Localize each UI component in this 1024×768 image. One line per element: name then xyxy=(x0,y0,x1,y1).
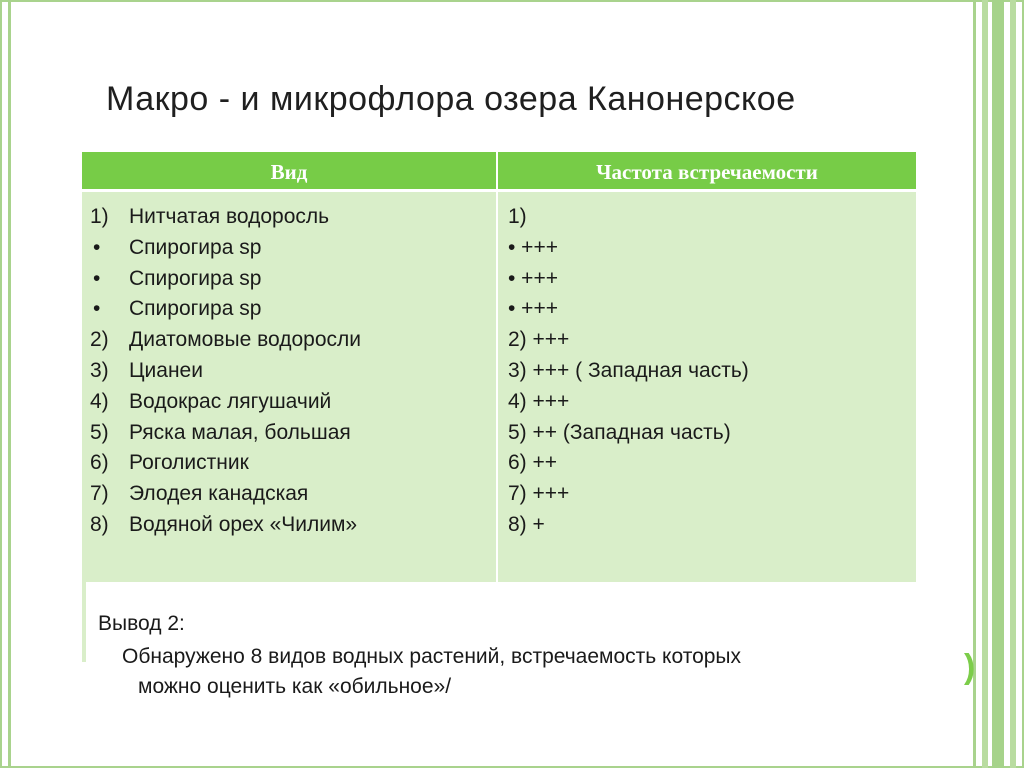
species-row xyxy=(90,356,490,387)
species-name: Роголистник xyxy=(129,451,249,475)
frequency-row: • +++ xyxy=(508,266,558,290)
species-row xyxy=(90,510,490,541)
species-name: Диатомовые водоросли xyxy=(129,328,362,352)
bullet-marker: • xyxy=(93,266,101,290)
frequency-row: 8) + xyxy=(508,512,545,536)
species-row xyxy=(90,387,490,418)
number-marker: 3) xyxy=(90,358,109,382)
species-row xyxy=(90,479,490,510)
number-marker: 5) xyxy=(90,420,109,444)
header-species: Вид xyxy=(270,160,308,184)
species-list xyxy=(90,202,490,541)
side-decoration: ) xyxy=(964,648,976,686)
species-name: Водяной орех «Чилим» xyxy=(129,512,358,536)
number-marker: 7) xyxy=(90,482,109,506)
number-marker: 8) xyxy=(90,512,109,536)
species-row xyxy=(90,448,490,479)
frequency-row: 4) +++ xyxy=(508,389,570,413)
column-divider xyxy=(496,152,498,582)
species-row xyxy=(90,264,490,295)
frequency-row: 1) xyxy=(508,205,527,228)
frequency-row: 5) ++ (Западная часть) xyxy=(508,420,731,444)
slide-title: Макро - и микрофлора озера Канонерское xyxy=(106,80,796,118)
conclusion-line-1: Обнаружено 8 видов водных растений, встречаемость которых xyxy=(122,645,742,668)
conclusion-text xyxy=(122,642,912,702)
species-name: Спирогира sp xyxy=(129,266,262,290)
table-header xyxy=(82,152,916,192)
species-row xyxy=(90,294,490,325)
species-row xyxy=(90,233,490,264)
conclusion-box xyxy=(86,582,966,712)
frequency-row: 6) ++ xyxy=(508,451,558,475)
number-marker: 1) xyxy=(90,205,109,228)
species-name: Цианеи xyxy=(129,358,203,382)
species-name: Спирогира sp xyxy=(129,297,262,321)
frequency-row: 3) +++ ( Западная часть) xyxy=(508,358,749,382)
header-frequency: Частота встречаемости xyxy=(596,160,818,184)
frequency-row: 7) +++ xyxy=(508,482,570,506)
decor-stripe xyxy=(1010,0,1016,768)
number-marker: 4) xyxy=(90,389,109,413)
frequency-row: 2) +++ xyxy=(508,328,570,352)
conclusion-line-2: можно оценить как «обильное»/ xyxy=(138,675,452,698)
conclusion-label: Вывод 2: xyxy=(98,612,185,635)
species-name: Нитчатая водоросль xyxy=(129,205,330,228)
number-marker: 6) xyxy=(90,451,109,475)
bullet-marker: • xyxy=(93,297,101,321)
species-name: Элодея канадская xyxy=(129,482,309,506)
flora-table xyxy=(82,152,916,582)
bullet-marker: • xyxy=(93,235,101,259)
species-row xyxy=(90,325,490,356)
species-name: Спирогира sp xyxy=(129,235,262,259)
decor-stripe xyxy=(982,0,988,768)
species-name: Водокрас лягушачий xyxy=(129,389,332,413)
species-row xyxy=(90,418,490,449)
species-row xyxy=(90,202,490,233)
species-name: Ряска малая, большая xyxy=(129,420,351,444)
frequency-list xyxy=(508,202,908,541)
decor-stripe xyxy=(992,0,1004,768)
number-marker: 2) xyxy=(90,328,109,352)
frequency-row: • +++ xyxy=(508,297,558,321)
frequency-row: • +++ xyxy=(508,235,558,259)
